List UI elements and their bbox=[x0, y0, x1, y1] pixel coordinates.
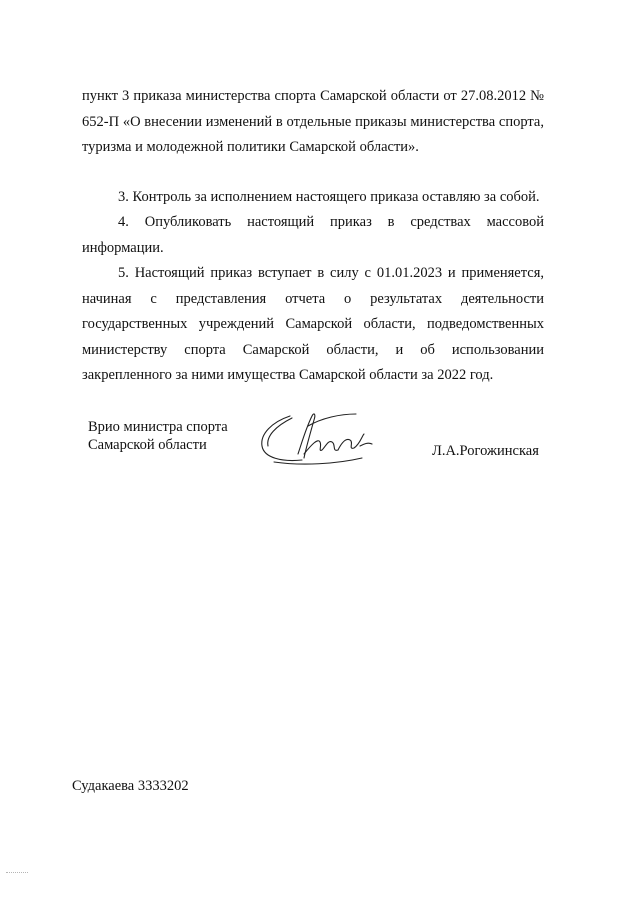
handwritten-signature bbox=[252, 404, 382, 474]
signatory-title-line-2: Самарской области bbox=[88, 437, 207, 453]
paragraph-item-3: 3. Контроль за исполнением настоящего приказа оставляю за собой. bbox=[118, 189, 540, 205]
executor-contact: Судакаева 3333202 bbox=[72, 778, 189, 794]
signatory-title bbox=[88, 418, 258, 454]
paragraph-item-4: 4. Опубликовать настоящий приказ в средствах массовой информации. bbox=[82, 214, 544, 256]
paragraph-continuation: пункт 3 приказа министерства спорта Самарской области от 27.08.2012 № 652-П «О внесении изменений в отдельные приказы министерства спорта, туризма и молодежной политики Самарской области». bbox=[82, 88, 544, 155]
paragraph-item-5: 5. Настоящий приказ вступает в силу с 01.01.2023 и применяется, начиная с представления отчета о результатах деятельности государственных учреждений Самарской области, подведомственных министерству спорта Самарской области, и об использовании закрепленного за ними имущества Самарской области за 2022 год. bbox=[82, 265, 544, 383]
signer-name: Л.А.Рогожинская bbox=[432, 443, 539, 459]
scan-artifact bbox=[6, 872, 28, 875]
signatory-title-line-1: Врио министра спорта bbox=[88, 419, 228, 435]
